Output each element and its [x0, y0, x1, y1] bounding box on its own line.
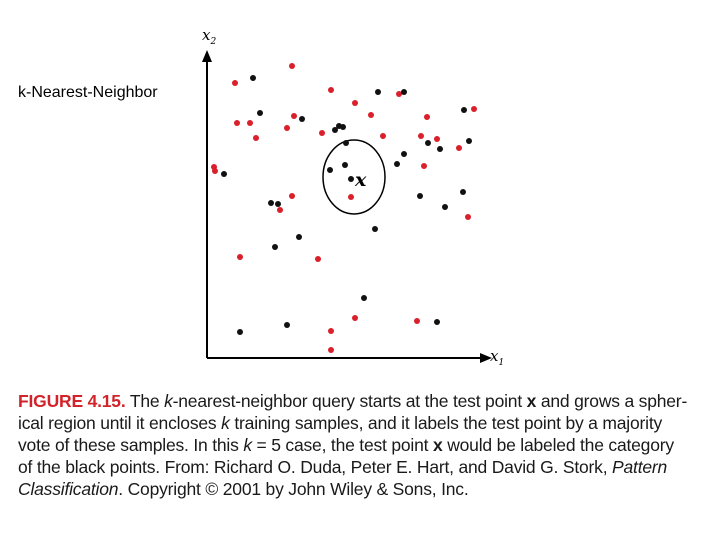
- red-point: [277, 207, 283, 213]
- black-point: [425, 140, 431, 146]
- caption-text-1a: The: [129, 391, 165, 411]
- y-axis-label: $x_2$: [202, 26, 217, 47]
- caption-text-2b: training samples, and it labels the test point by a majority: [229, 413, 663, 433]
- caption-text-1b: -nearest-neighbor query starts at the test point: [172, 391, 527, 411]
- caption-k-3: k: [243, 435, 252, 455]
- caption-text-2a: ical region until it encloses: [18, 413, 222, 433]
- red-point: [465, 214, 471, 220]
- red-point: [418, 133, 424, 139]
- black-points: [221, 75, 472, 335]
- x-axis-label: $x_1$: [490, 347, 505, 368]
- red-point: [328, 87, 334, 93]
- caption-text-1c: and grows a spher-: [536, 391, 688, 411]
- black-point: [296, 234, 302, 240]
- black-point: [348, 176, 354, 182]
- black-point: [250, 75, 256, 81]
- black-point: [401, 151, 407, 157]
- caption-k-2: k: [221, 413, 230, 433]
- black-point: [272, 244, 278, 250]
- red-point: [414, 318, 420, 324]
- red-point: [368, 112, 374, 118]
- black-point: [361, 295, 367, 301]
- red-point: [348, 194, 354, 200]
- black-point: [442, 204, 448, 210]
- caption-x-1: x: [526, 391, 537, 411]
- caption-text-3b: = 5 case, the test point: [251, 435, 433, 455]
- red-point: [421, 163, 427, 169]
- black-point: [466, 138, 472, 144]
- black-point: [461, 107, 467, 113]
- black-point: [257, 110, 263, 116]
- black-point: [394, 161, 400, 167]
- black-point: [327, 167, 333, 173]
- black-point: [417, 193, 423, 199]
- black-point: [342, 162, 348, 168]
- red-point: [234, 120, 240, 126]
- black-point: [460, 189, 466, 195]
- caption-copyright-post: 2001 by John Wiley & Sons, Inc.: [218, 479, 469, 499]
- figure-caption: [18, 390, 702, 500]
- black-point: [221, 171, 227, 177]
- black-point: [340, 124, 346, 130]
- black-point: [237, 329, 243, 335]
- black-point: [401, 89, 407, 95]
- red-point: [471, 106, 477, 112]
- black-point: [343, 140, 349, 146]
- red-point: [237, 254, 243, 260]
- black-point: [268, 200, 274, 206]
- red-point: [434, 136, 440, 142]
- copyright-symbol: ©: [205, 479, 219, 499]
- black-point: [284, 322, 290, 328]
- test-point-label: x: [355, 169, 367, 191]
- red-point: [284, 125, 290, 131]
- red-point: [232, 80, 238, 86]
- neighborhood-circle: [323, 140, 385, 214]
- red-point: [456, 145, 462, 151]
- red-point: [289, 193, 295, 199]
- y-axis-arrowhead: [202, 50, 212, 62]
- caption-x-2: x: [432, 435, 443, 455]
- black-point: [275, 201, 281, 207]
- red-point: [212, 168, 218, 174]
- red-point: [424, 114, 430, 120]
- red-point: [328, 347, 334, 353]
- black-point: [332, 127, 338, 133]
- caption-k-1: k: [164, 391, 173, 411]
- red-point: [352, 100, 358, 106]
- red-point: [380, 133, 386, 139]
- figure-number: FIGURE 4.15.: [18, 391, 126, 411]
- red-point: [247, 120, 253, 126]
- caption-text-4: of the black points. From: Richard O. Duda, Peter E. Hart, and David G. Stork,: [18, 457, 608, 477]
- caption-copyright-pre: . Copyright: [118, 479, 206, 499]
- slide-title: k-Nearest-Neighbor: [18, 84, 158, 101]
- red-point: [328, 328, 334, 334]
- caption-text-3a: vote of these samples. In this: [18, 435, 244, 455]
- red-point: [319, 130, 325, 136]
- black-point: [372, 226, 378, 232]
- black-point: [375, 89, 381, 95]
- red-point: [352, 315, 358, 321]
- red-point: [253, 135, 259, 141]
- red-point: [315, 256, 321, 262]
- red-points: [211, 63, 477, 353]
- black-point: [299, 116, 305, 122]
- caption-book-title-2: Classification: [18, 479, 119, 499]
- red-point: [289, 63, 295, 69]
- red-point: [291, 113, 297, 119]
- black-point: [434, 319, 440, 325]
- caption-book-title-1: Pattern: [612, 457, 668, 477]
- black-point: [437, 146, 443, 152]
- caption-text-3c: would be labeled the category: [442, 435, 674, 455]
